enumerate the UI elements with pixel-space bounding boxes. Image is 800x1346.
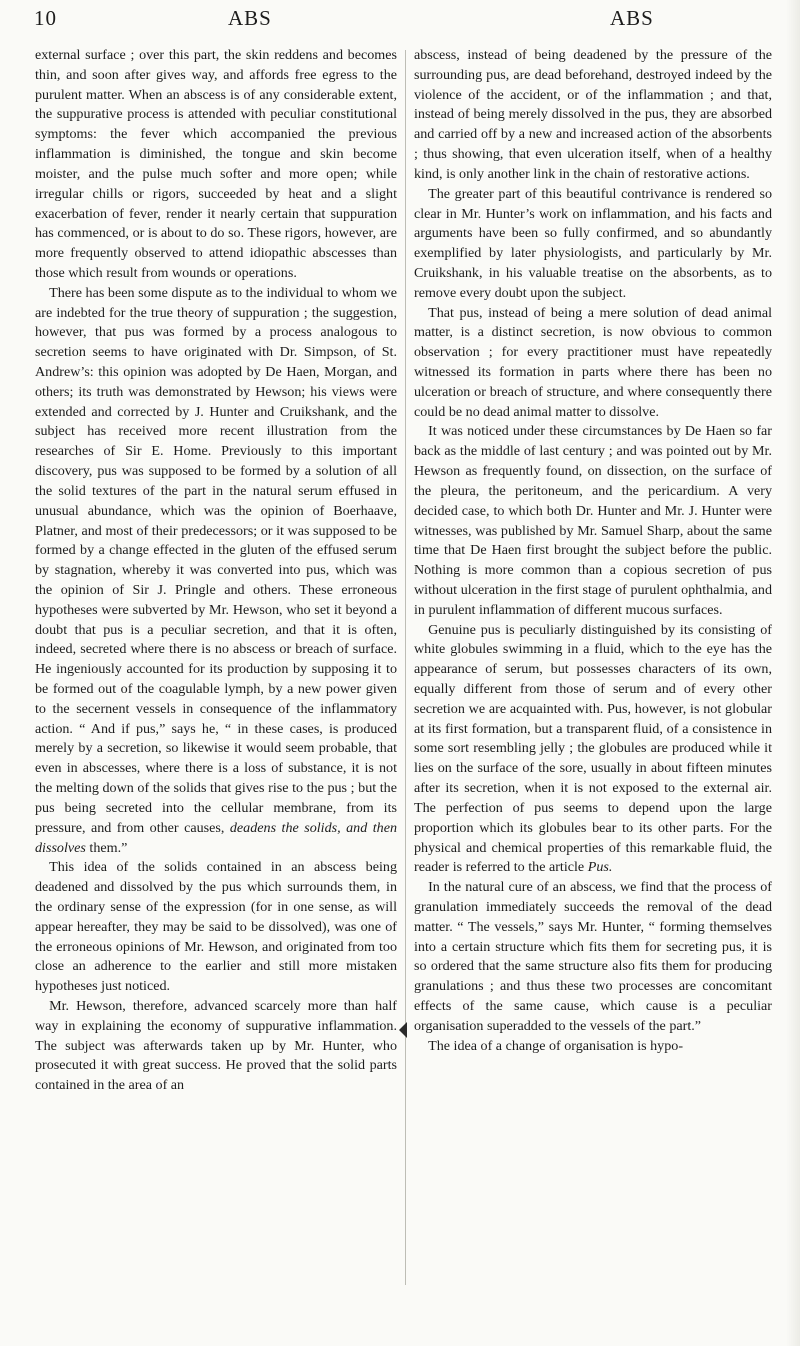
italic-reference: Pus. [587, 859, 613, 876]
page-edge-shadow [786, 0, 800, 1346]
left-column [35, 46, 397, 1096]
paragraph: Mr. Hewson, therefore, advanced scarcely more than half way in explaining the economy of suppurative inflammation. The subject was afterwards taken up by Mr. Hunter, who prosecuted it with great success. He proved that the solid parts contained in the area of an [35, 998, 397, 1094]
running-head-right: ABS [610, 6, 654, 30]
paragraph-end: them.” [89, 839, 128, 856]
page-number: 10 [34, 6, 57, 30]
paragraph: It was noticed under these circumstances by De Haen so far back as the middle of last century ; and was pointed out by Mr. Hewson as frequently found, on dissection, on the surface of the pleura, the peritoneum, and the pericardium. A very decided case, to which both Dr. Hunter and Mr. J. Hunter were witnesses, was published by Mr. Samuel Sharp, about the same time that De Haen first brought the subject before the public. Nothing is more common than a copious secretion of pus without ulceration in the first stage of purulent ophthalmia, and in purulent inflammation of different mucous surfaces. [414, 423, 772, 618]
paragraph [35, 284, 397, 859]
paragraph-text: There has been some dispute as to the individual to whom we are indebted for the true theory of suppuration ; the suggestion, however, that pus was formed by a process analogous to secretion seems to have originated with Dr. Simpson, of St. Andrew’s: this opinion was adopted by De Haen, Morgan, and others; its truth was demonstrated by Hewson; his views were extended and corrected by J. Hunter and Cruikshank, and the subject has received more recent illustration from the researches of Sir E. Home. Previously to this important discovery, pus was supposed to be formed by a solution of all the solid textures of the part in the natural serum effused in unusual abundance, which was the opinion of Boerhaave, Platner, and most of their predecessors; or it was supposed to be formed by a change effected in the gluten of the effused serum by stagnation, whereby it was converted into pus, which was the opinion of Sir J. Pringle and others. These erroneous hypotheses were subverted by Mr. Hewson, who set it beyond a doubt that pus is a peculiar secretion, and that it is often, indeed, secreted where there is no abscess or breach of surface. He ingeniously accounted for its production by supposing it to be formed out of the coagulable lymph, by a new power given to the secernent vessels in consequence of the inflammatory action. “ And if pus,” says he, “ in these cases, is produced merely by a secretion, so likewise it would seem probable, that even in abscesses, where there is a loss of substance, it is not the melting down of the solids that gives rise to the pus ; but the pus being secreted into the cellular membrane, from its pressure, and from other causes, [35, 284, 397, 836]
paragraph: abscess, instead of being deadened by the pressure of the surrounding pus, are dead beforehand, destroyed indeed by the violence of the accident, or of the inflammation ; and that, instead of being merely dissolved in the pus, they are absorbed and carried off by a new and increased action of the absorbents ; thus showing, that even ulceration itself, when of a healthy kind, is only another link in the chain of restorative actions. [414, 47, 772, 182]
margin-mark-icon [399, 1022, 407, 1038]
column-divider [405, 50, 406, 1285]
paragraph: This idea of the solids contained in an abscess being deadened and dissolved by the pus which surrounds them, in the ordinary sense of the expression (for in one sense, as will appear hereafter, they may be said to be dissolved), was one of the erroneous opinions of Mr. Hewson, and originated from too close an adherence to the earlier and still more mistaken hypotheses just noticed. [35, 859, 397, 995]
italic-quote: deadens the solids, and then dissolves [35, 819, 397, 856]
paragraph [414, 621, 772, 879]
running-head-left: ABS [228, 6, 272, 30]
paragraph: external surface ; over this part, the skin reddens and becomes thin, and soon after gives way, and affords free egress to the purulent matter. When an abscess is of any considerable extent, the suppurative process is attended with peculiar constitutional symptoms: the fever which accompanied the previous inflammation is diminished, the tongue and skin become moister, and the pulse much softer and more open; while irregular chills or rigors, succeeded by heat and a slight exacerbation of fever, render it nearly certain that suppuration has commenced, or is about to do so. These rigors, however, are more frequently observed to attend idiopathic abscesses than those which result from wounds or operations. [35, 47, 397, 281]
paragraph: That pus, instead of being a mere solution of dead animal matter, is a distinct secretion, is now obvious to common observation ; for every practitioner must have repeatedly witnessed its formation in parts where there has been no ulceration or breach of structure, and where consequently there could be no dead animal matter to dissolve. [414, 304, 772, 420]
right-column [414, 46, 772, 1056]
paragraph-text: Genuine pus is peculiarly distinguished by its consisting of white globules swimming in a fluid, which to the eye has the appearance of serum, but possesses characters of its own, equally different from those of serum and of every other secretion we are acquainted with. Pus, however, is not globular at its first formation, but a transparent fluid, of a consistence in some sort resembling jelly ; the globules are produced while it lies on the surface of the sore, usually in about fifteen minutes after its secretion, when it is not exposed to the external air. The perfection of pus seems to depend upon the large proportion which its globules bear to its other parts. For the physical and chemical properties of this remarkable fluid, the reader is referred to the article [414, 621, 772, 876]
paragraph: The idea of a change of organisation is hypo- [428, 1037, 684, 1054]
paragraph: The greater part of this beautiful contrivance is rendered so clear in Mr. Hunter’s work on inflammation, and his facts and arguments have been so fully confirmed, and so abundantly exemplified by later physiologists, and particularly by Mr. Cruikshank, in his valuable treatise on the absorbents, as to remove every doubt upon the subject. [414, 185, 772, 301]
paragraph: In the natural cure of an abscess, we find that the process of granulation immediately succeeds the removal of the dead matter. “ The vessels,” says Mr. Hunter, “ forming themselves into a certain structure which fits them for secreting pus, it is so ordered that the same structure also fits them for producing granulations ; and thus these two processes are concomitant effects of the same cause, which cause is a peculiar organisation superadded to the vessels of the part.” [414, 879, 772, 1034]
